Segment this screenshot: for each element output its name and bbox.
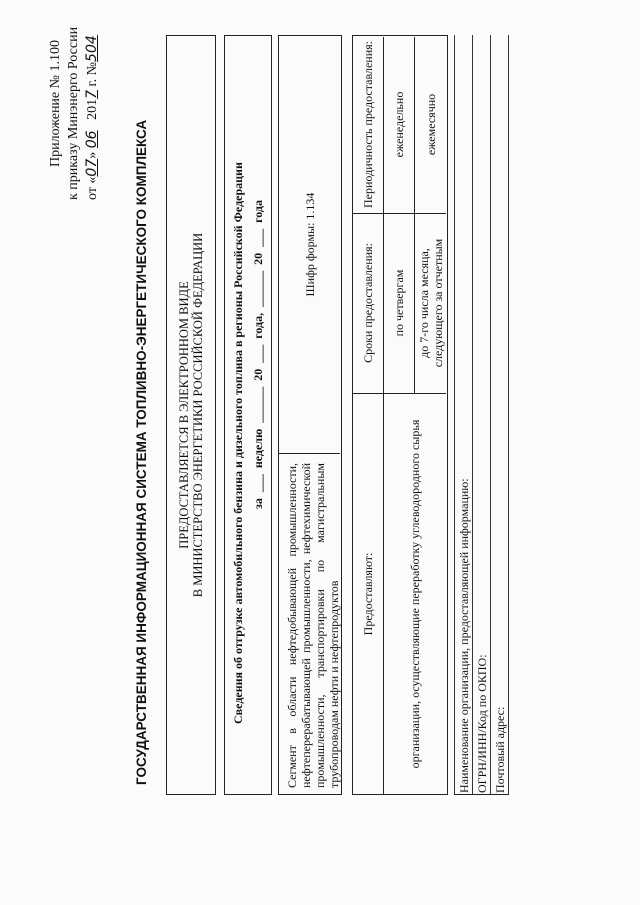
row-deadline-monthly: до 7-го числа месяца, следующего за отчетным (416, 238, 445, 368)
main-title: ГОСУДАРСТВЕННАЯ ИНФОРМАЦИОННАЯ СИСТЕМА ТОПЛИВНО-ЭНЕРГЕТИЧЕСКОГО КОМПЛЕКСА (134, 119, 149, 785)
footer-left-edge (454, 794, 508, 795)
annex-month-sep: » (85, 151, 100, 159)
form-code: Шифр формы: 1.134 (302, 192, 317, 297)
annex-line-2: к приказу Минэнерго России (66, 26, 81, 200)
annex-number: 504 (84, 35, 100, 62)
segment-text: Сегмент в области нефтедобывающей промышленности, нефтеперерабатывающей промышленности, нефтехимической промышленности, транспортировки по магистральным трубопроводам нефти и нефтепродуктов (285, 463, 341, 788)
footer-rule-1 (472, 35, 473, 795)
row-periodicity-weekly: еженедельно (392, 91, 406, 158)
ogrn-label: ОГРН/ИНН/Код по ОКПО: (475, 654, 489, 793)
segment-divider (279, 453, 340, 454)
annex-line-3 (84, 35, 101, 200)
header-deadlines: Сроки предоставления: (361, 243, 375, 363)
header-who: Предоставляют: (361, 552, 375, 636)
report-title-box (224, 35, 272, 795)
address-label: Почтовый адрес: (493, 706, 507, 793)
segment-box (278, 35, 342, 795)
header-periodicity: Периодичность предоставления: (361, 41, 375, 208)
electronic-line-2: В МИНИСТЕРСТВО ЭНЕРГЕТИКИ РОССИЙСКОЙ ФЕДЕРАЦИИ (191, 232, 205, 598)
annex-year-digit: 7 (84, 89, 100, 99)
rotated-form (20, 20, 620, 885)
footer-top-rule (454, 35, 455, 795)
electronic-submission-box (166, 35, 216, 795)
submission-table (352, 35, 448, 795)
annex-month: 06 (84, 130, 100, 149)
annex-line-1: Приложение № 1.100 (48, 40, 63, 167)
electronic-line-1: ПРЕДОСТАВЛЯЕТСЯ В ЭЛЕКТРОННОМ ВИДЕ (177, 281, 191, 549)
row-deadline-weekly: по четвергам (392, 269, 406, 337)
annex-day: 07 (84, 158, 100, 177)
report-title-line-1: Сведения об отгрузке автомобильного бензина и дизельного топлива в регионы Российской Федерации (231, 162, 245, 724)
row-periodicity-monthly: ежемесячно (423, 93, 438, 156)
report-title-line-2: за ___ неделю ______ 20 ___ года, ______ 20 ___ года (251, 200, 265, 509)
footer-rule-3 (508, 35, 509, 795)
annex-number-prefix: г. № (85, 61, 100, 90)
annex-date-prefix: от « (85, 176, 100, 200)
row-who: организации, осуществляющие переработку углеводородного сырья (408, 419, 422, 769)
org-name-label: Наименование организации, предоставляющей информацию: (457, 478, 471, 793)
footer-rule-2 (490, 35, 491, 795)
annex-year-prefix: 201 (85, 98, 100, 120)
